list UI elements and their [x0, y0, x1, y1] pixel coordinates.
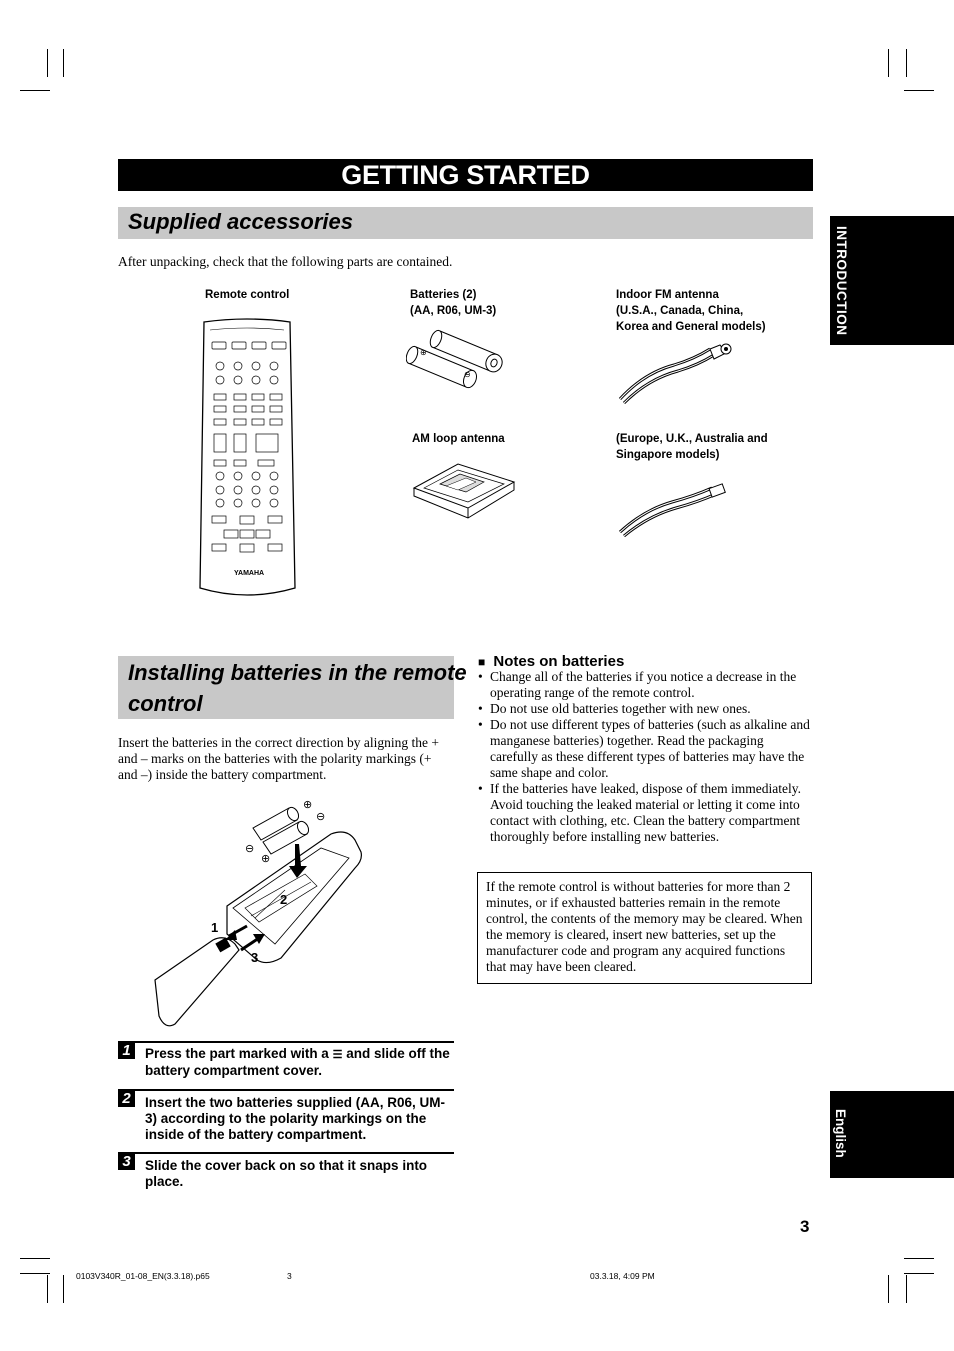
- label-line: Korea and General models): [616, 321, 766, 333]
- footer-timestamp: 03.3.18, 4:09 PM: [590, 1271, 655, 1281]
- europe-antenna-illustration: [614, 476, 734, 538]
- footer-file: 0103V340R_01-08_EN(3.3.18).p65: [76, 1271, 210, 1281]
- label-line: Indoor FM antenna: [616, 289, 719, 301]
- heading-line: control: [128, 691, 203, 716]
- heading-line: Installing batteries in the remote: [128, 660, 467, 685]
- step-text-part: and slide off the battery compartment cover.: [145, 1046, 450, 1078]
- svg-text:⊕: ⊕: [420, 348, 427, 357]
- page-number: 3: [800, 1217, 810, 1236]
- section-heading-installing: [118, 656, 467, 719]
- page-title: GETTING STARTED: [118, 159, 813, 191]
- heading-text: Supplied accessories: [128, 209, 353, 234]
- remote-control-label: Remote control: [205, 289, 290, 301]
- list-item: • Do not use old batteries together with new ones.: [476, 701, 814, 717]
- svg-text:⊕: ⊕: [303, 799, 313, 811]
- callout-3: 3: [251, 950, 259, 965]
- notes-heading: [478, 653, 624, 670]
- callout-2: 2: [280, 892, 288, 907]
- label-line: (AA, R06, UM-3): [410, 305, 497, 317]
- memory-note-text: If the remote control is without batteries for more than 2 minutes, or if exhausted batteries remain in the remote control, the contents of the memory may be cleared. When the memory is cleared, insert new batteries, set up the manufacturer code and program any acquired functions that may have been cleared.: [486, 879, 803, 974]
- batteries-illustration: [406, 325, 516, 391]
- step-divider: [118, 1041, 454, 1043]
- notes-list: [476, 669, 814, 845]
- supplied-intro: After unpacking, check that the following parts are contained.: [118, 254, 453, 269]
- step-divider: [118, 1089, 454, 1091]
- step-divider: [118, 1152, 454, 1154]
- memory-note-box: [477, 872, 812, 984]
- list-item: • Do not use different types of batteries (such as alkaline and manganese batteries) together. Read the packaging carefully as these different types of batteries may have the same shape and color.: [476, 717, 814, 781]
- step-number: 2: [118, 1090, 135, 1107]
- list-item: • If the batteries have leaked, dispose of them immediately. Avoid touching the leaked material or letting it come into contact with clothing, etc. Clean the battery compartment thoroughly before installing new batteries.: [476, 781, 814, 845]
- section-heading-supplied: [118, 207, 813, 239]
- step-text-part: Press the part marked with a: [145, 1046, 329, 1061]
- label-line: (Europe, U.K., Australia and: [616, 433, 768, 445]
- fm-antenna-illustration: [614, 335, 740, 407]
- square-bullet-icon: ■: [478, 655, 486, 669]
- step-1-text: [145, 1046, 455, 1079]
- label-line: Batteries (2): [410, 289, 477, 301]
- step-3-text: Slide the cover back on so that it snaps into place.: [145, 1158, 428, 1189]
- language-tab-label: English: [833, 1109, 848, 1158]
- label-line: (U.S.A., Canada, China,: [616, 305, 744, 317]
- fm-antenna-label: [616, 287, 766, 335]
- svg-text:⊖: ⊖: [245, 843, 255, 855]
- section-tab-label: INTRODUCTION: [834, 226, 849, 336]
- remote-brand: YAMAHA: [234, 570, 265, 577]
- list-item: • Change all of the batteries if you notice a decrease in the operating range of the remote control.: [476, 669, 814, 701]
- step-2-text: Insert the two batteries supplied (AA, R06, UM-3) according to the polarity markings on the inside of the battery compartment.: [145, 1095, 446, 1142]
- step-number: 3: [118, 1153, 135, 1170]
- svg-text:⊕: ⊕: [261, 853, 271, 865]
- installing-intro: Insert the batteries in the correct direction by aligning the + and – marks on the batteries with the polarity markings (+ and –) inside the battery compartment.: [118, 735, 440, 782]
- europe-antenna-label: [616, 431, 768, 463]
- batteries-label: [410, 287, 496, 319]
- battery-insertion-illustration: [135, 790, 385, 1030]
- notes-heading-text: Notes on batteries: [493, 653, 625, 670]
- svg-text:⊖: ⊖: [316, 811, 326, 823]
- footer-page: 3: [287, 1271, 292, 1281]
- release-mark-icon: ☰: [332, 1049, 343, 1061]
- step-number: 1: [118, 1042, 135, 1059]
- callout-1: 1: [211, 920, 219, 935]
- language-tab-english: [830, 1091, 954, 1178]
- section-tab-introduction: [830, 216, 954, 345]
- label-line: Singapore models): [616, 449, 720, 461]
- remote-control-illustration: [196, 318, 298, 600]
- am-antenna-label: AM loop antenna: [412, 433, 505, 445]
- am-antenna-illustration: [410, 458, 518, 524]
- svg-text:⊖: ⊖: [464, 370, 471, 379]
